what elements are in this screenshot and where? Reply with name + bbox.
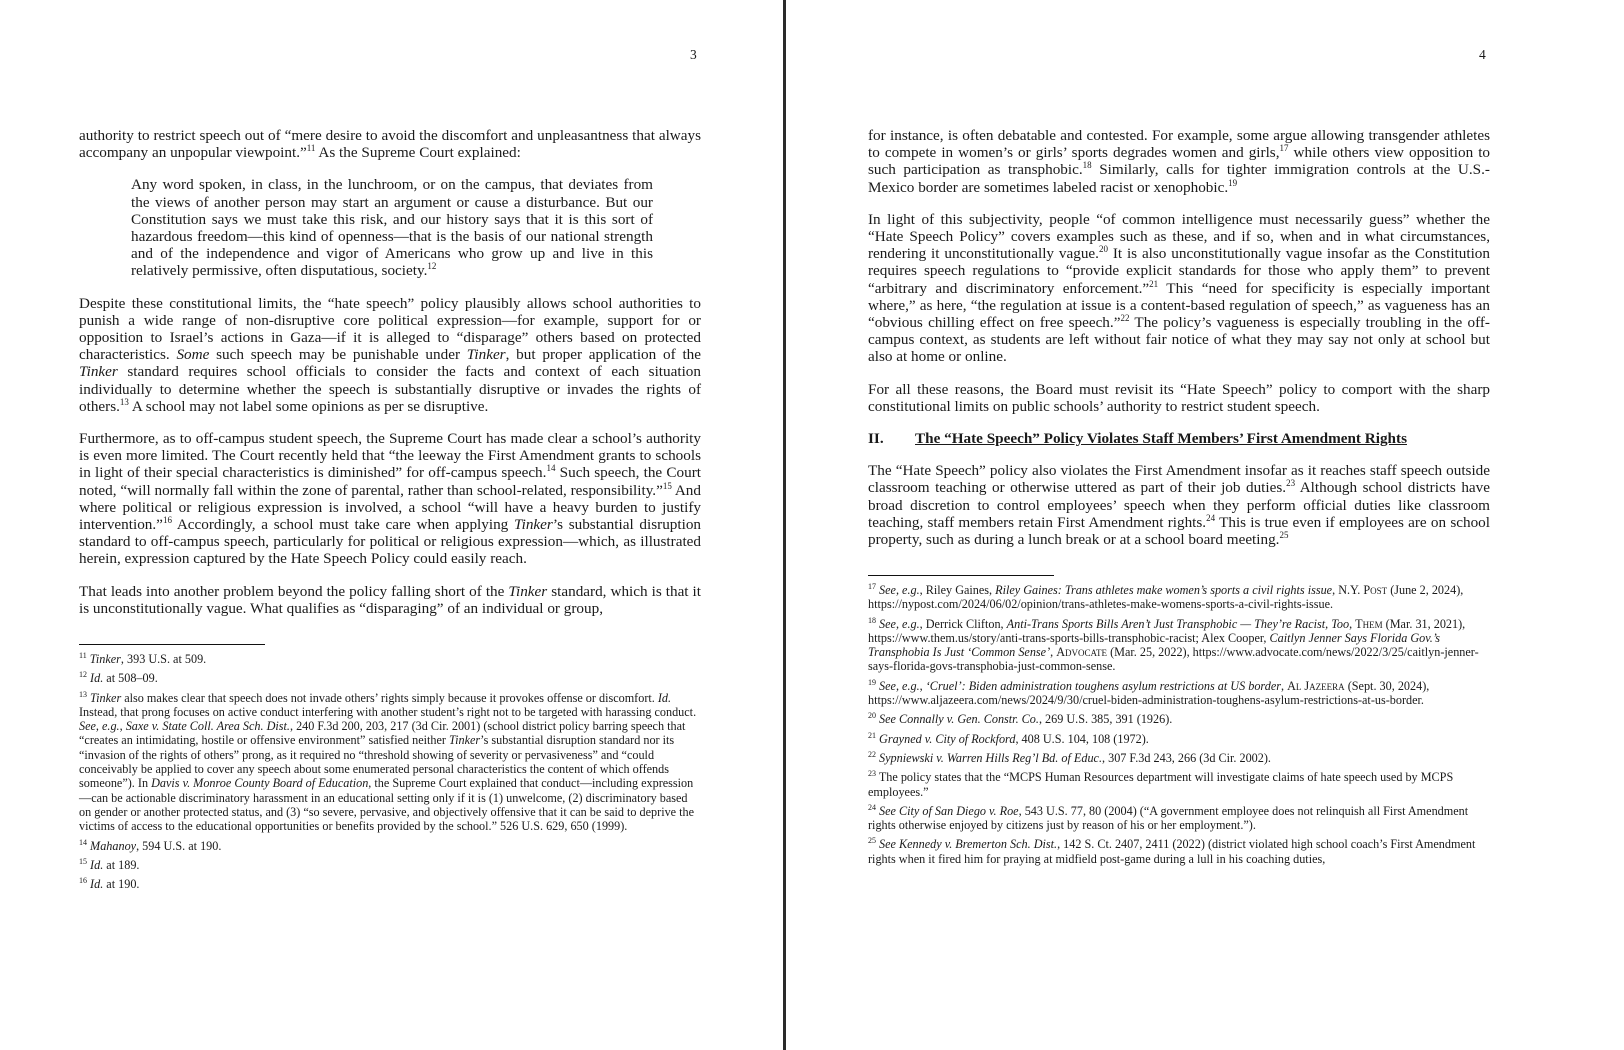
footnote-18: $^{18}$ See, e.g., Derrick Clifton, Anti-Trans Sports Bills Aren’t Just Transphobic — They’re Racist, Too, Them (Mar. 31, 2021), https://www.them.us/story/anti-trans-sports-bills-transphobic-racist; Alex Cooper, Caitlyn Jenner Says Florida Gov.’s Transphobia Is Just ‘Common Sense’, Advocate (Mar. 25, 2022), https://www.advocate.com/news/2022/3/25/caitlyn-jenner-says-florida-govs-transphobia-just-common-sense. — [868, 615, 1479, 674]
footnote-21: $^{21}$ Grayned v. City of Rockford, 408 U.S. 104, 108 (1972). — [868, 730, 1149, 746]
footnote-14: $^{14}$ Mahanoy, 594 U.S. at 190. — [79, 837, 222, 853]
footnote-17: $^{17}$ See, e.g., Riley Gaines, Riley Gaines: Trans athletes make women’s sports a civil rights issue, N.Y. Post (June 2, 2024), https://nypost.com/2024/06/02/opinion/trans-athletes-make-womens-sports-a-civil-rights-issue. — [868, 581, 1464, 612]
footnote-22: $^{22}$ Sypniewski v. Warren Hills Reg’l Bd. of Educ., 307 F.3d 243, 266 (3d Cir. 2002). — [868, 749, 1271, 765]
footnote-marker: 18 — [868, 615, 876, 625]
footnote-marker: 16 — [79, 876, 87, 886]
footnote-marker: 23 — [868, 769, 876, 779]
footnote-23: $^{23}$ The policy states that the “MCPS Human Resources department will investigate claims of hate speech used by MCPS employees.” — [868, 769, 1454, 799]
block-quote: Any word spoken, in class, in the lunchroom, or on the campus, that deviates from the views of another person may start an argument or cause a disturbance. But our Constitution says we must take this risk, and our history says that it is this sort of hazardous freedom—this kind of openness—that is the basis of our national strength and of the independence and vigor of Americans who grow up and live in this relatively permissive, often disputatious, society.$^{12}$ — [131, 176, 653, 280]
footnote-12: $^{12}$ Id. at 508–09. — [79, 670, 158, 686]
footnote-marker: 21 — [868, 730, 876, 740]
footnote-marker: 17 — [868, 581, 876, 591]
footnote-marker: 20 — [868, 711, 876, 721]
footnote-separator — [868, 575, 1054, 576]
paragraph: In light of this subjectivity, people “of common intelligence must necessarily guess” whether the “Hate Speech Policy” covers examples such as these, and if so, when and in what circumstances, rendering it unconstitutionally vague.$^{20}$ It is also unconstitutionally vague insofar as the Constitution requires speech regulations to “provide explicit standards for those who apply them” to prevent “arbitrary and discriminatory enforcement.”$^{21}$ This “need for specificity is especially important where,” as here, “the regulation at issue is a content-based regulation of speech,” as vagueness has an “obvious chilling effect on free speech.”$^{22}$ The policy’s vagueness is especially troubling in the off-campus context, as students are left without fair notice of what they may say not only at school but also at home or online. — [868, 210, 1490, 366]
footnote-separator — [79, 644, 265, 645]
footnotes — [79, 644, 701, 896]
footnote-marker: 22 — [868, 749, 876, 759]
page-number: 4 — [1479, 47, 1486, 62]
page-divider — [783, 0, 786, 1050]
footnotes — [868, 575, 1490, 871]
paragraph: For all these reasons, the Board must revisit its “Hate Speech” policy to comport with the sharp constitutional limits on public schools’ authority to restrict student speech. — [868, 380, 1490, 415]
paragraph: The “Hate Speech” policy also violates the First Amendment insofar as it reaches staff speech outside classroom teaching or otherwise uttered as part of their job duties.$^{23}$ Although school districts have broad discretion to control employees’ speech when they perform official duties like classroom teaching, staff members retain First Amendment rights.$^{24}$ This is true even if employees are on school property, such as during a lunch break or at a school board meeting.$^{25}$ — [868, 462, 1490, 549]
footnote-marker: 14 — [79, 837, 87, 847]
footnote-25: $^{25}$ See Kennedy v. Bremerton Sch. Dist., 142 S. Ct. 2407, 2411 (2022) (district violated high school coach’s First Amendment rights when it fired him for praying at midfield post-game during a lull in his coaching duties, — [868, 836, 1476, 866]
footnote-marker: 24 — [868, 802, 876, 812]
section-number: II. — [868, 430, 884, 448]
footnote-marker: 15 — [79, 856, 87, 866]
footnote-16: $^{16}$ Id. at 190. — [79, 876, 140, 892]
footnote-24: $^{24}$ See City of San Diego v. Roe, 543 U.S. 77, 80 (2004) (“A government employee does not relinquish all First Amendment rights otherwise enjoyed by citizens just by reason of his or her employment.”). — [868, 802, 1469, 833]
footnote-19: $^{19}$ See, e.g., ‘Cruel’: Biden administration toughens asylum restrictions at US border, Al Jazeera (Sept. 30, 2024), https://www.aljazeera.com/news/2024/9/30/cruel-biden-administration-toughens-asylum-restrictions-at-us-border. — [868, 677, 1430, 708]
page-number: 3 — [690, 47, 697, 62]
body-text — [79, 127, 701, 632]
footnote-marker: 19 — [868, 677, 876, 687]
paragraph: Furthermore, as to off-campus student speech, the Supreme Court has made clear a school’s authority is even more limited. The Court recently held that “the leeway the First Amendment grants to schools in light of their special characteristics is diminished” for off-campus speech.$^{14}$ Such speech, the Court noted, “will normally fall within the zone of parental, rather than school-related, responsibility.”$^{15}$ And where political or religious expression is involved, a school “will have a heavy burden to justify intervention.”$^{16}$ Accordingly, a school must take care when applying Tinker’s substantial disruption standard to off-campus speech, particularly for political or religious expression—which, as illustrated herein, expression captured by the Hate Speech Policy could easily reach. — [79, 430, 702, 568]
paragraph: Despite these constitutional limits, the “hate speech” policy plausibly allows school authorities to punish a wide range of non-disruptive core political expression—for example, support for or opposition to Israel’s actions in Gaza—if it is alleged to “disparage” others based on protected characteristics. Some such speech may be punishable under Tinker, but proper application of the Tinker standard requires school officials to consider the facts and context of each situation individually to determine whether the speech is substantially disruptive or invades the rights of others.$^{13}$ A school may not label some opinions as per se disruptive. — [79, 294, 701, 415]
paragraph: for instance, is often debatable and contested. For example, some argue allowing transgender athletes to compete in women’s or girls’ sports degrades women and girls,$^{17}$ while others view opposition to such participation as transphobic.$^{18}$ Similarly, calls for tighter immigration controls at the U.S.-Mexico border are sometimes labeled racist or xenophobic.$^{19}$ — [868, 127, 1491, 196]
footnote-13: $^{13}$ Tinker also makes clear that speech does not invade others’ rights simply because it provokes offense or discomfort. Id. Instead, that prong focuses on active conduct interfering with another student’s right not to be targeted with harassing conduct. See, e.g., Saxe v. State Coll. Area Sch. Dist., 240 F.3d 200, 203, 217 (3d Cir. 2001) (school district policy barring speech that “creates an intimidating, hostile or offensive environment” satisfied neither Tinker’s substantial disruption standard nor its “invasion of the rights of others” prong, as it required no “threshold showing of severity or pervasiveness” and “could conceivably be applied to cover any speech about some enumerated personal characteristics the content of which offends someone”). In Davis v. Monroe County Board of Education, the Supreme Court explained that conduct—including expression—can be actionable discriminatory harassment in an educational setting only if it is (1) unwelcome, (2) discriminatory based on gender or another protected status, and (3) “so severe, pervasive, and objectively offensive that it can be said to deprive the victims of access to the educational opportunities or benefits provided by the school.” 526 U.S. 629, 650 (1999). — [79, 689, 697, 834]
footnote-15: $^{15}$ Id. at 189. — [79, 856, 140, 872]
body-text — [868, 127, 1490, 563]
footnote-marker: 25 — [868, 836, 876, 846]
footnote-marker: 12 — [79, 670, 87, 680]
section-heading — [868, 430, 1490, 447]
paragraph: That leads into another problem beyond the policy falling short of the Tinker standard, which is that it is unconstitutionally vague. What qualifies as “disparaging” of an individual or group, — [79, 582, 701, 617]
page-4 — [787, 0, 1624, 1050]
footnote-marker: 13 — [79, 689, 87, 699]
footnote-marker: 11 — [79, 650, 87, 660]
paragraph: authority to restrict speech out of “mere desire to avoid the discomfort and unpleasantness that always accompany an unpopular viewpoint.”$^{11}$ As the Supreme Court explained: — [79, 127, 701, 162]
footnote-20: $^{20}$ See Connally v. Gen. Constr. Co., 269 U.S. 385, 391 (1926). — [868, 711, 1173, 727]
footnote-11: $^{11}$ Tinker, 393 U.S. at 509. — [79, 650, 207, 666]
section-title: The “Hate Speech” Policy Violates Staff Members’ First Amendment Rights — [915, 430, 1407, 448]
page-3 — [0, 0, 784, 1050]
